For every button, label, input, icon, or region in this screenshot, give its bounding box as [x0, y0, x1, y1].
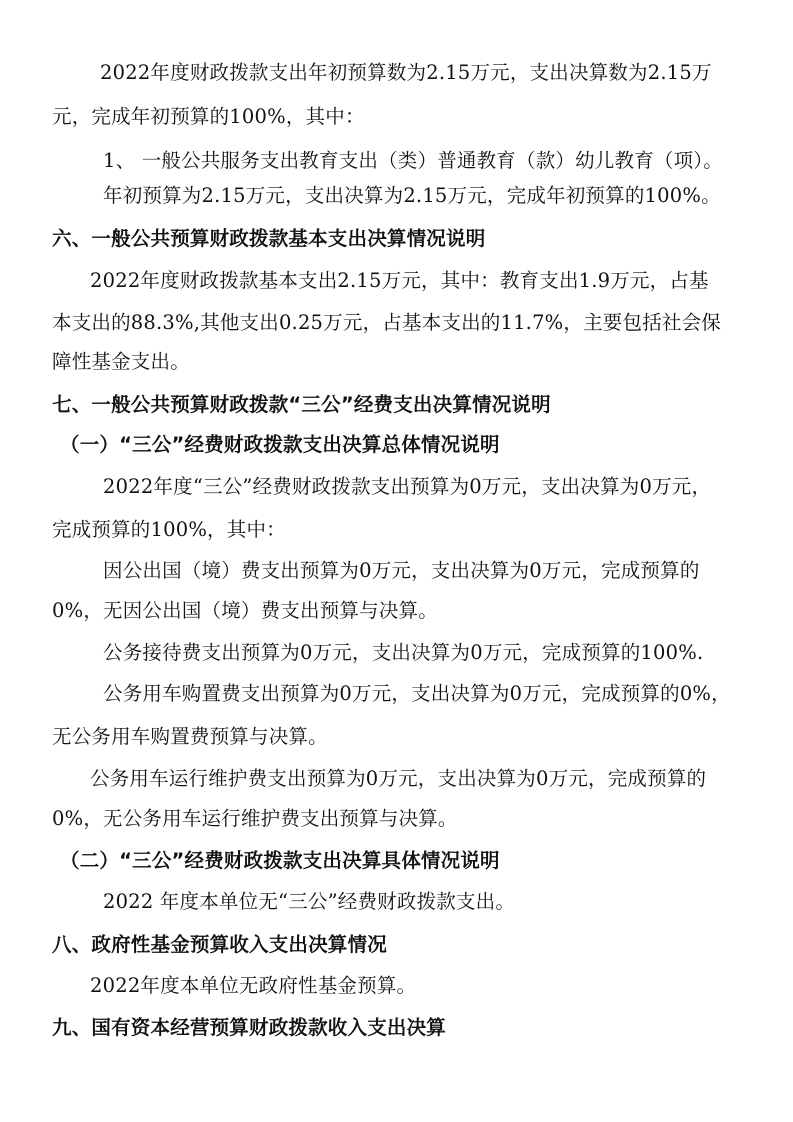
paragraph-line: 1、 一般公共服务支出教育支出（类）普通教育（款）幼儿教育（项）。 — [103, 149, 723, 172]
paragraph-line: 障性基金支出。 — [52, 350, 190, 373]
paragraph-line: 本支出的88.3%,其他支出0.25万元，占基本支出的11.7%，主要包括社会保 — [52, 311, 722, 334]
paragraph-line: 公务用车运行维护费支出预算为0万元，支出决算为0万元，完成预算的 — [90, 767, 707, 790]
subsection-heading-2: （二）“三公”经费财政拨款支出决算具体情况说明 — [60, 849, 500, 872]
paragraph-line: 无公务用车购置费预算与决算。 — [52, 725, 328, 748]
paragraph-line: 2022年度本单位无政府性基金预算。 — [90, 974, 417, 997]
paragraph-line: 完成预算的100%，其中： — [52, 518, 286, 541]
paragraph-line: 公务用车购置费支出预算为0万元，支出决算为0万元，完成预算的0%， — [103, 682, 731, 705]
paragraph-line: 2022年度财政拨款支出年初预算数为2.15万元，支出决算数为2.15万 — [100, 61, 712, 84]
section-heading-7: 七、一般公共预算财政拨款“三公”经费支出决算情况说明 — [52, 393, 551, 416]
section-heading-6: 六、一般公共预算财政拨款基本支出决算情况说明 — [52, 227, 486, 250]
paragraph-line: 2022 年度本单位无“三公”经费财政拨款支出。 — [103, 890, 516, 913]
paragraph-line: 因公出国（境）费支出预算为0万元，支出决算为0万元，完成预算的 — [103, 559, 700, 582]
paragraph-line: 年初预算为2.15万元，支出决算为2.15万元，完成年初预算的100%。 — [103, 184, 721, 207]
section-heading-9: 九、国有资本经营预算财政拨款收入支出决算 — [52, 1016, 447, 1039]
paragraph-line: 0%，无因公出国（境）费支出预算与决算。 — [52, 599, 438, 622]
paragraph-line: 公务接待费支出预算为0万元，支出决算为0万元，完成预算的100%. — [103, 641, 704, 664]
paragraph-line: 0%，无公务用车运行维护费支出预算与决算。 — [52, 807, 458, 830]
paragraph-line: 2022年度财政拨款基本支出2.15万元，其中：教育支出1.9万元，占基 — [90, 269, 709, 292]
subsection-heading-1: （一）“三公”经费财政拨款支出决算总体情况说明 — [60, 433, 500, 456]
paragraph-line: 2022年度“三公”经费财政拨款支出预算为0万元，支出决算为0万元， — [103, 475, 712, 498]
paragraph-line: 元，完成年初预算的100%，其中： — [52, 105, 365, 128]
section-heading-8: 八、政府性基金预算收入支出决算情况 — [52, 933, 387, 956]
